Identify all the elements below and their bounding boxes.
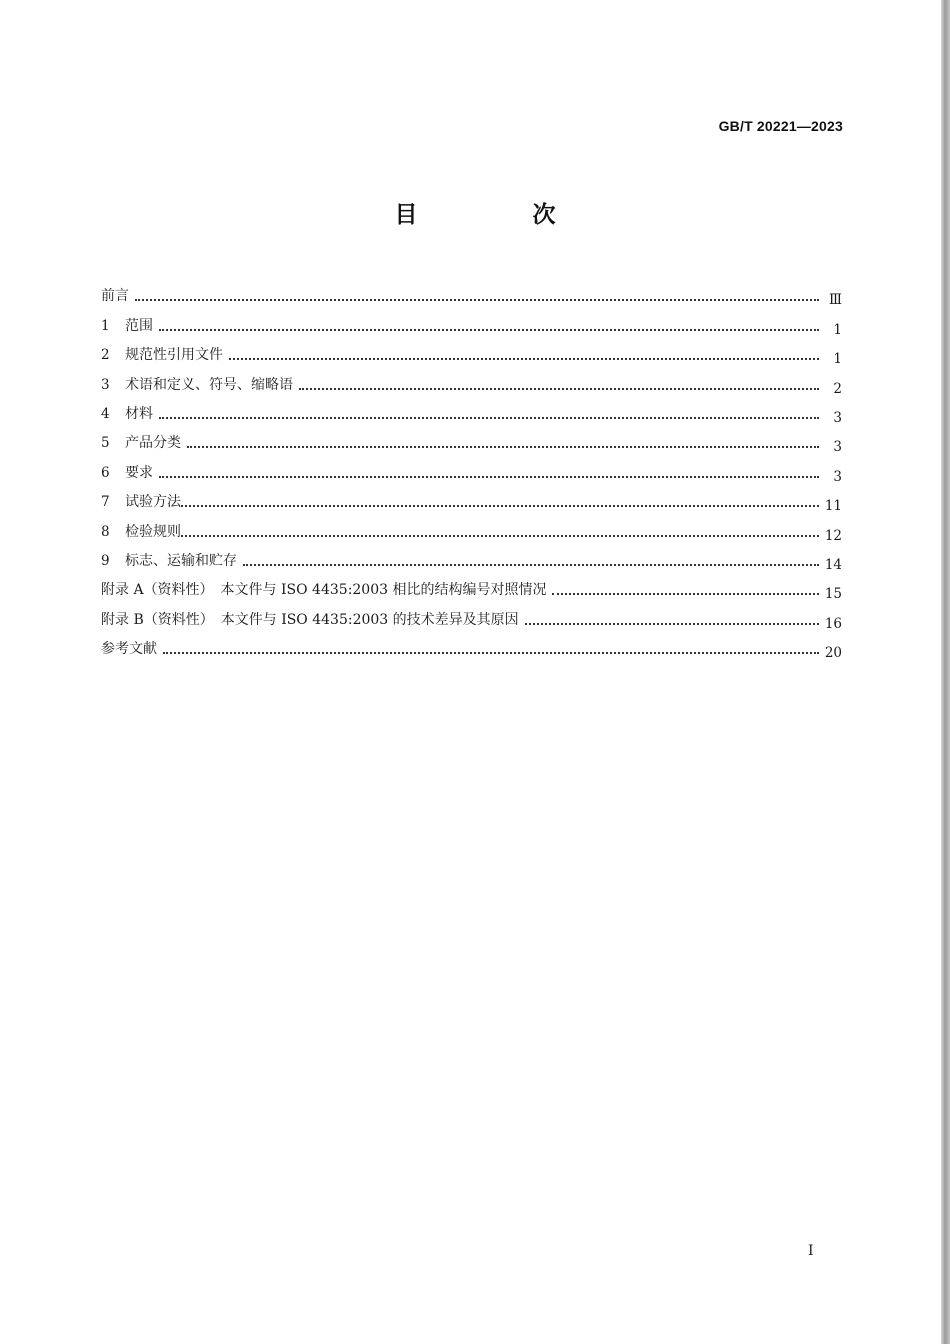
table-of-contents xyxy=(101,276,842,662)
toc-entry-page: 12 xyxy=(824,527,842,544)
toc-entry-page: 3 xyxy=(833,409,842,426)
toc-entry-page: 1 xyxy=(833,321,842,338)
toc-entry-inspection-rules[interactable] xyxy=(101,511,842,544)
toc-entry-label: 附录 A（资料性） 本文件与 ISO 4435:2003 相比的结构编号对照情况 xyxy=(101,582,547,599)
toc-entry-requirements[interactable] xyxy=(101,452,842,485)
toc-entry-marking[interactable] xyxy=(101,541,842,573)
toc-entry-label: 附录 B（资料性） 本文件与 ISO 4435:2003 的技术差异及其原因 xyxy=(101,611,519,628)
toc-entry-annex-b[interactable] xyxy=(101,599,842,632)
toc-entry-label: 前言 xyxy=(101,288,129,305)
standard-code: GB/T 20221—2023 xyxy=(718,118,843,134)
toc-entry-number: 5 xyxy=(101,435,110,452)
toc-entry-number: 4 xyxy=(101,405,110,422)
toc-entry-page: 20 xyxy=(824,645,842,662)
toc-entry-page: 2 xyxy=(833,380,842,397)
toc-entry-label: 术语和定义、符号、缩略语 xyxy=(125,376,293,393)
toc-entry-preface[interactable] xyxy=(101,276,842,309)
toc-entry-number: 3 xyxy=(101,376,110,393)
toc-dot-leader xyxy=(187,446,819,448)
toc-entry-label: 规范性引用文件 xyxy=(125,347,223,364)
toc-entry-label: 试验方法 xyxy=(125,494,181,511)
toc-dot-leader xyxy=(552,593,819,595)
toc-entry-label: 范围 xyxy=(125,317,153,334)
toc-entry-number: 1 xyxy=(101,317,110,334)
toc-entry-number: 9 xyxy=(101,552,110,569)
toc-entry-label: 标志、运输和贮存 xyxy=(125,552,237,569)
toc-entry-page: 11 xyxy=(824,498,842,515)
toc-entry-label: 参考文献 xyxy=(101,641,157,658)
toc-entry-label: 材料 xyxy=(125,405,153,422)
toc-entry-page: 1 xyxy=(833,351,842,368)
toc-entry-normative-references[interactable] xyxy=(101,335,842,368)
toc-entry-page: Ⅲ xyxy=(828,292,842,309)
toc-dot-leader xyxy=(525,623,819,625)
toc-dot-leader xyxy=(243,564,819,566)
toc-entry-terms[interactable] xyxy=(101,364,842,397)
page-number: I xyxy=(808,1243,814,1259)
toc-dot-leader xyxy=(299,388,819,390)
toc-entry-label: 要求 xyxy=(125,464,153,481)
toc-dot-leader xyxy=(181,535,819,537)
toc-dot-leader xyxy=(159,417,819,419)
toc-entry-number: 8 xyxy=(101,523,110,540)
toc-entry-label: 产品分类 xyxy=(125,435,181,452)
toc-entry-bibliography[interactable] xyxy=(101,629,842,662)
toc-entry-page: 15 xyxy=(824,586,842,603)
toc-dot-leader xyxy=(181,505,819,507)
toc-entry-annex-a[interactable] xyxy=(101,570,842,603)
toc-entry-classification[interactable] xyxy=(101,423,842,456)
toc-entry-test-methods[interactable] xyxy=(101,482,842,515)
toc-dot-leader xyxy=(159,476,819,478)
toc-entry-number: 2 xyxy=(101,347,110,364)
toc-dot-leader xyxy=(229,358,819,360)
toc-entry-page: 14 xyxy=(824,556,842,573)
toc-entry-scope[interactable] xyxy=(101,305,842,338)
toc-dot-leader xyxy=(163,652,819,654)
toc-entry-page: 3 xyxy=(833,468,842,485)
toc-dot-leader xyxy=(135,299,819,301)
toc-entry-number: 7 xyxy=(101,494,110,511)
toc-entry-page: 3 xyxy=(833,439,842,456)
toc-entry-materials[interactable] xyxy=(101,394,842,426)
page-title: 目 次 xyxy=(394,202,602,228)
toc-entry-number: 6 xyxy=(101,464,110,481)
toc-dot-leader xyxy=(159,329,819,331)
toc-entry-page: 16 xyxy=(824,615,842,632)
toc-entry-label: 检验规则 xyxy=(125,523,181,540)
